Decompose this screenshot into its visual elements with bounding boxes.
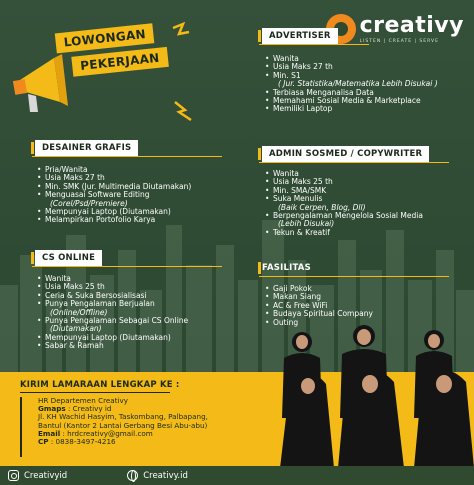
list-item: • Wanita [36,275,188,283]
list-item: (Online/Offline) [50,307,108,317]
list-item: • Mempunyai Laptop (Diutamakan) [36,208,191,216]
list-item: • Suka Menulis [264,195,423,203]
apply-details [38,397,208,446]
list-item: • Min. S1 [264,72,438,80]
list-item: • Melampirkan Portofolio Karya [36,216,191,224]
list-item: • Punya Pengalaman Sebagai CS Online [36,317,188,325]
desainer-requirements-list [36,166,191,225]
list-item: • Sabar & Ramah [36,342,188,350]
apply-address-line-1: Jl. KH Wachid Hasyim, Taskombang, Palbapang, [38,412,208,422]
gmaps-value: : Creativy id [65,404,112,414]
list-item: • Usia Maks 27 th [36,174,191,182]
apply-address-line-2: Bantul (Kantor 2 Lantai Gerbang Besi Abu-abu) [38,420,208,430]
team-photo [272,318,474,468]
section-divider [259,162,449,163]
list-item: • Pria/Wanita [36,166,191,174]
section-heading-cs-online: CS ONLINE [35,250,102,266]
list-item: • Usia Maks 25 th [36,283,188,291]
section-heading-admin-sosmed: ADMIN SOSMED / COPYWRITER [262,146,429,162]
list-item: • Punya Pengalaman Berjualan [36,300,188,308]
title-line-2: PEKERJAAN [71,47,168,77]
section-heading-desainer: DESAINER GRAFIS [35,140,138,156]
apply-contact [38,438,208,446]
list-item: • Usia Maks 27 th [264,63,438,71]
cp-label: CP [38,437,49,447]
instagram-icon [8,470,19,481]
cs-online-requirements-list [36,275,188,351]
list-item: • AC & Free WiFi [264,302,373,310]
section-divider [32,266,222,267]
admin-sosmed-requirements-list [264,170,423,237]
list-item: • Terbiasa Menganalisa Data [264,89,438,97]
email-value: : hrdcreativy@gmail.com [60,428,153,438]
globe-icon [127,470,138,481]
section-divider [32,156,222,157]
gmaps-label: Gmaps [38,404,66,414]
list-item: • Gaji Pokok [264,285,373,293]
list-item: • Budaya Spiritual Company [264,310,373,318]
list-item: • Memiliki Laptop [264,105,438,113]
advertiser-requirements-list [264,55,438,114]
logo-wordmark: creativy [359,12,464,38]
website-link[interactable] [127,470,188,481]
list-item: • Ceria & Suka Bersosialisasi [36,292,188,300]
section-heading-fasilitas: FASILITAS [262,260,318,276]
website-url: Creativy.id [143,470,188,481]
apply-heading-rule [20,392,170,393]
list-item: • Outing [264,319,373,327]
list-item: • Mempunyai Laptop (Diutamakan) [36,334,188,342]
instagram-handle: Creativyid [24,470,68,481]
title-line-1: LOWONGAN [55,23,155,53]
list-item: • Makan Siang [264,293,373,301]
apply-accent-bar [20,397,22,457]
list-item: • Min. SMA/SMK [264,187,423,195]
list-item: • Tekun & Kreatif [264,229,423,237]
list-item: • Berpengalaman Mengelola Sosial Media [264,212,423,220]
apply-recipient: HR Departemen Creativy [38,396,129,405]
list-item: • Menguasai Software Editing [36,191,191,199]
list-item: • Usia Maks 25 th [264,178,423,186]
section-heading-advertiser: ADVERTISER [262,28,338,44]
list-item: (Corel/Psd/Premiere) [50,198,128,208]
list-item: ( Jur. Statistika/Matematika Lebih Disukai ) [278,79,438,89]
logo-tagline: LISTEN | CREATE | SERVE [359,38,439,44]
list-item: (Diutamakan) [50,324,102,334]
creativy-logo [326,14,464,44]
list-item: (Baik Cerpen, Blog, Dll) [278,202,366,212]
footer [0,466,474,485]
cp-value: : 0838-3497-4216 [48,437,116,447]
email-label: Email [38,428,61,438]
section-divider [259,276,449,277]
list-item: (Lebih Disukai) [278,219,335,229]
list-item: • Memahami Sosial Media & Marketplace [264,97,438,105]
apply-heading: KIRIM LAMARAAN LENGKAP KE : [20,380,180,390]
list-item: • Wanita [264,55,438,63]
list-item: • Wanita [264,170,423,178]
section-divider [259,44,369,45]
page-title [55,20,182,102]
instagram-link[interactable] [8,470,67,481]
list-item: • Min. SMK (Jur. Multimedia Diutamakan) [36,183,191,191]
